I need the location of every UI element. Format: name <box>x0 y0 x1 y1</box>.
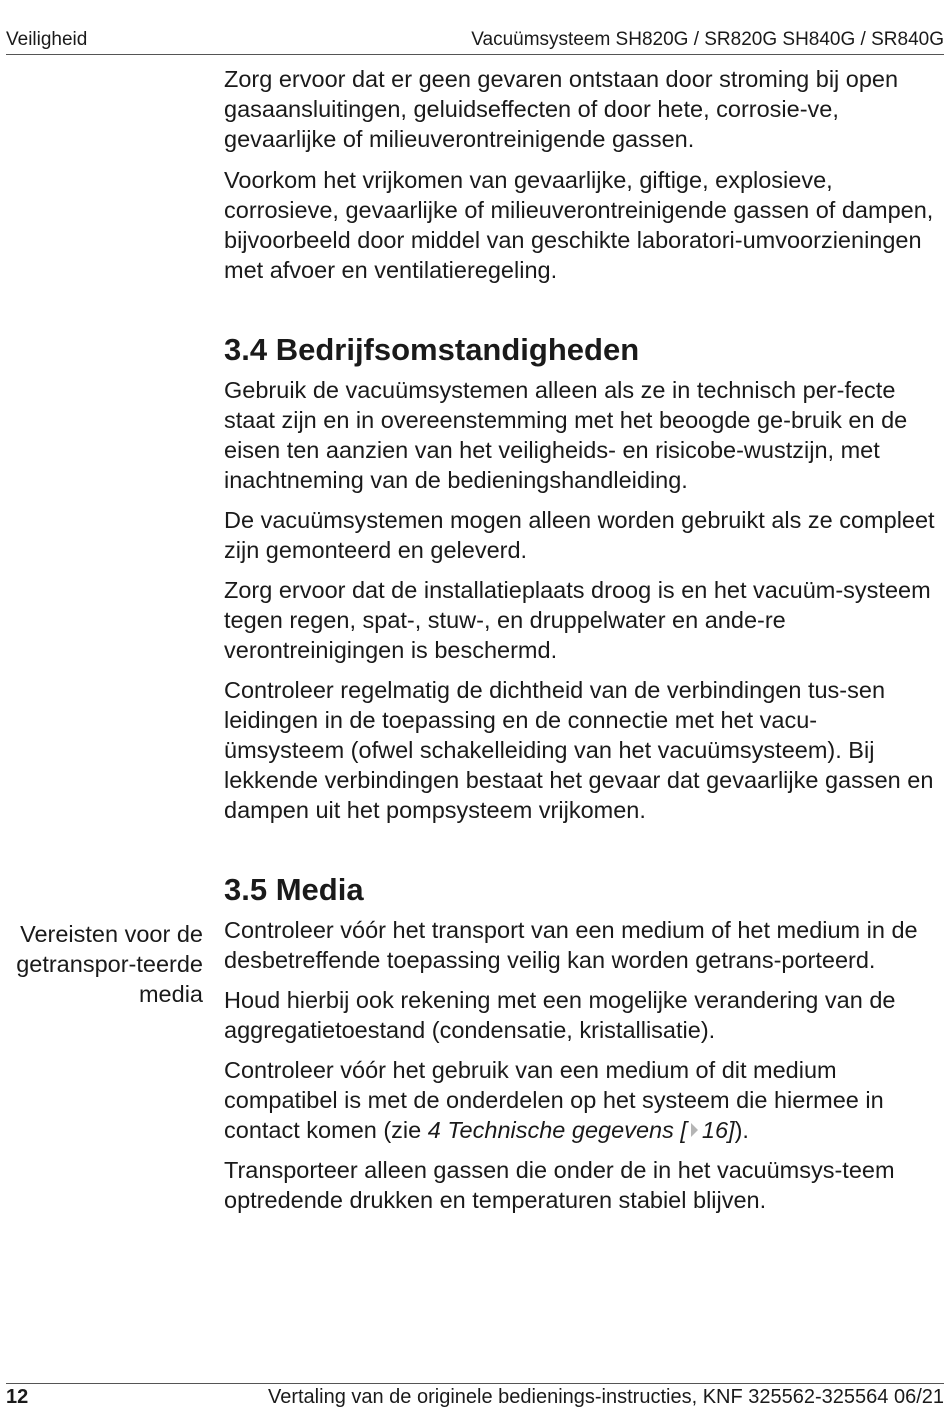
cross-reference-page: 16] <box>701 1117 735 1143</box>
section-35-paragraph-4: Transporteer alleen gassen die onder de in het vacuümsys-teem optredende drukken en temperaturen stabiel blijven. <box>224 1157 895 1213</box>
section-media <box>224 870 936 1215</box>
section-34-paragraph-2: De vacuümsystemen mogen alleen worden gebruikt als ze compleet zijn gemonteerd en geleverd. <box>224 507 935 563</box>
section-34-title: 3.4 Bedrijfsomstandigheden <box>224 332 640 367</box>
page-reference-arrow-icon <box>691 1123 698 1137</box>
paragraph-3-end: ). <box>734 1117 749 1143</box>
header-section: Veiligheid <box>6 29 88 50</box>
section-34-paragraph-1: Gebruik de vacuümsystemen alleen als ze in technisch per-fecte staat zijn en in overeenstemming met het beoogde ge-bruik en de eisen ten aanzien van het veiligheids- en risicobe-wustzijn, met inachtneming van de bedieningshandleiding. <box>224 377 908 493</box>
section-35-paragraph-3 <box>224 1055 936 1145</box>
cross-reference-title: 4 Technische gegevens [ <box>427 1117 687 1143</box>
paragraph-3-text: Controleer vóór het gebruik van een medium of dit medium compatibel is met de onderdelen op het systeem die hiermee in contact komen (zie <box>224 1057 884 1143</box>
intro-paragraph-2: Voorkom het vrijkomen van gevaarlijke, giftige, explosieve, corrosieve, gevaarlijke of milieuverontreinigende gassen of dampen, bijvoorbeeld door middel van geschikte laboratori-umvoorzieningen met afvoer en ventilatieregeling. <box>224 167 934 283</box>
footer-text: Vertaling van de originele bedienings-instructies, KNF 325562-325564 06/21 <box>267 1386 944 1408</box>
intro-paragraph-1: Zorg ervoor dat er geen gevaren ontstaan door stroming bij open gasaansluitingen, geluidseffecten of door hete, corrosie-ve, gevaarlijke of milieuverontreinigende gassen. <box>224 66 899 152</box>
page-header <box>6 0 944 55</box>
header-product: Vacuümsysteem SH820G / SR820G SH840G / SR840G <box>471 29 944 50</box>
intro-text <box>224 64 936 285</box>
section-34-paragraph-4: Controleer regelmatig de dichtheid van de verbindingen tus-sen leidingen in de toepassing en de connectie met het vacu-ümsysteem (ofwel schakelleiding van het vacuümsysteem). Bij lekkende verbindingen bestaat het gevaar dat gevaarlijke gassen en dampen uit het pompsysteem vrijkomen. <box>224 677 934 823</box>
page-footer <box>6 1383 944 1408</box>
margin-note-media-requirements: Vereisten voor de getranspor-teerde media <box>16 921 203 1007</box>
section-35-title: 3.5 Media <box>224 872 364 907</box>
section-operating-conditions <box>224 330 936 825</box>
cross-reference-link[interactable] <box>428 1117 735 1143</box>
section-34-paragraph-3: Zorg ervoor dat de installatieplaats droog is en het vacuüm-systeem tegen regen, spat-, stuw-, en druppelwater en ande-re verontreinigingen is beschermd. <box>224 577 931 663</box>
section-35-paragraph-2: Houd hierbij ook rekening met een mogelijke verandering van de aggregatietoestand (condensatie, kristallisatie). <box>224 987 896 1043</box>
section-35-paragraph-1: Controleer vóór het transport van een medium of het medium in de desbetreffende toepassing veilig kan worden getrans-porteerd. <box>224 917 918 973</box>
page-number: 12 <box>6 1386 29 1408</box>
